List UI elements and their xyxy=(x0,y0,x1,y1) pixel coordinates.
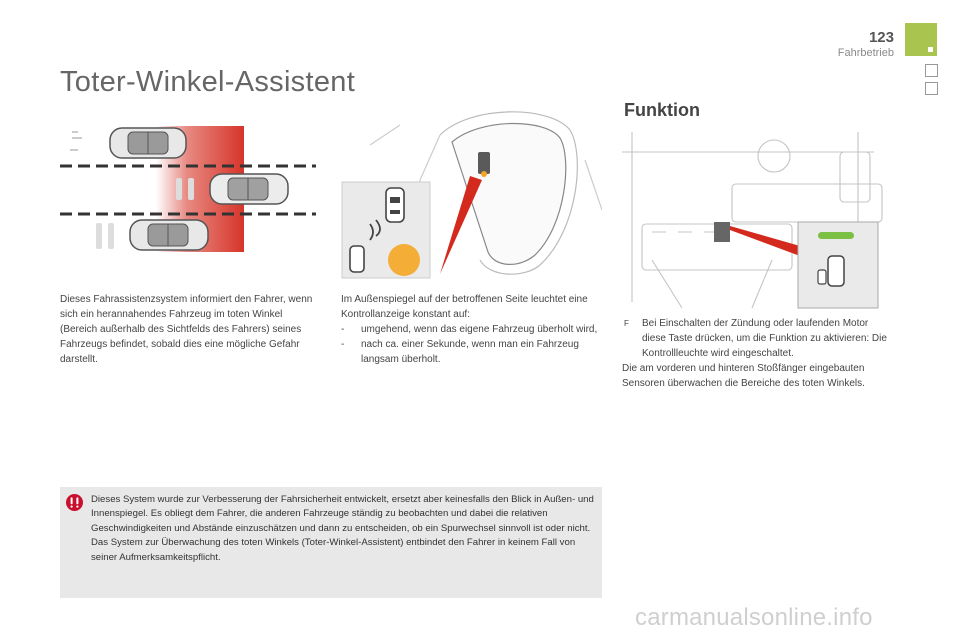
sensor-note: Die am vorderen und hinteren Stoßfänger eingebauten Sensoren überwachen die Bereiche des toten Winkels. xyxy=(622,363,865,389)
tab-marker xyxy=(928,47,933,52)
intro-paragraph xyxy=(60,292,322,367)
mirror-intro-text: Im Außenspiegel auf der betroffenen Seite leuchtet eine Kontrollanzeige konstant auf: xyxy=(341,294,588,320)
intro-text: Dieses Fahrassistenzsystem informiert den Fahrer, wenn sich ein herannahendes Fahrzeug im toten Winkel (Bereich außerhalb des Sichtfelds des Fahrers) seines Fahrzeugs befindet, sobald dies eine mögliche Gefahr darstellt. xyxy=(60,294,313,365)
dashboard-button-illustration xyxy=(622,132,884,310)
mirror-description xyxy=(341,292,603,367)
car-bottom-icon xyxy=(96,220,208,250)
orange-warning-light-icon xyxy=(388,244,420,276)
car-top-icon xyxy=(70,128,186,158)
indicator-conditions-list xyxy=(341,322,603,367)
page-number: 123 xyxy=(868,29,894,46)
warning-box xyxy=(60,487,602,598)
mirror-indicator-icon xyxy=(478,152,490,174)
chapter-tab-empty-2[interactable] xyxy=(925,82,938,95)
indicator-pointer xyxy=(440,176,482,274)
chapter-tab[interactable] xyxy=(905,23,937,56)
warning-icon xyxy=(66,494,83,511)
list-item: F Bei Einschalten der Zündung oder laufenden Motor diese Taste drücken, um die Funktion zu aktivieren: Die Kontrollleuchte wird eingeschaltet. xyxy=(624,318,887,359)
warning-paragraph-1: Dieses System wurde zur Verbesserung der Fahrsicherheit entwickelt, ersetzt aber keinesfalls den Blick in Außen- und Innenspiegel. Es obliegt dem Fahrer, die anderen Fahrzeuge ständig zu beobachten und dabei die relativen Geschwindigkeiten und Abstände einzuschätzen und dann zu entscheiden, ob ein Spurwechsel sinnvoll ist oder nicht. xyxy=(91,494,594,534)
blind-spot-switch-icon[interactable] xyxy=(714,222,730,242)
own-car-icon xyxy=(176,174,288,204)
step-marker-icon: F xyxy=(624,319,629,328)
blind-spot-zone-illustration xyxy=(58,120,320,260)
list-item: - umgehend, wenn das eigene Fahrzeug überholt wird, xyxy=(341,324,598,335)
function-description xyxy=(622,316,890,391)
watermark: carmanualsonline.info xyxy=(635,604,873,631)
section-heading: Funktion xyxy=(624,100,700,120)
led-indicator-icon xyxy=(818,232,854,239)
exterior-mirror-illustration xyxy=(340,100,602,280)
button-pointer xyxy=(730,226,800,256)
warning-text xyxy=(91,493,596,565)
page-title: Toter-Winkel-Assistent xyxy=(60,66,356,98)
chapter-name: Fahrbetrieb xyxy=(837,47,894,59)
car-symbol-icon xyxy=(386,188,404,222)
list-item: - nach ca. einer Sekunde, wenn man ein Fahrzeug langsam überholt. xyxy=(341,339,579,365)
button-car-symbol-icon xyxy=(828,256,844,286)
warning-paragraph-2: Das System zur Überwachung des toten Winkels (Toter-Winkel-Assistent) entbindet den Fahrer in keinem Fall von seiner Aufmerksamkeitspflicht. xyxy=(91,537,576,563)
chapter-tab-empty-1[interactable] xyxy=(925,64,938,77)
